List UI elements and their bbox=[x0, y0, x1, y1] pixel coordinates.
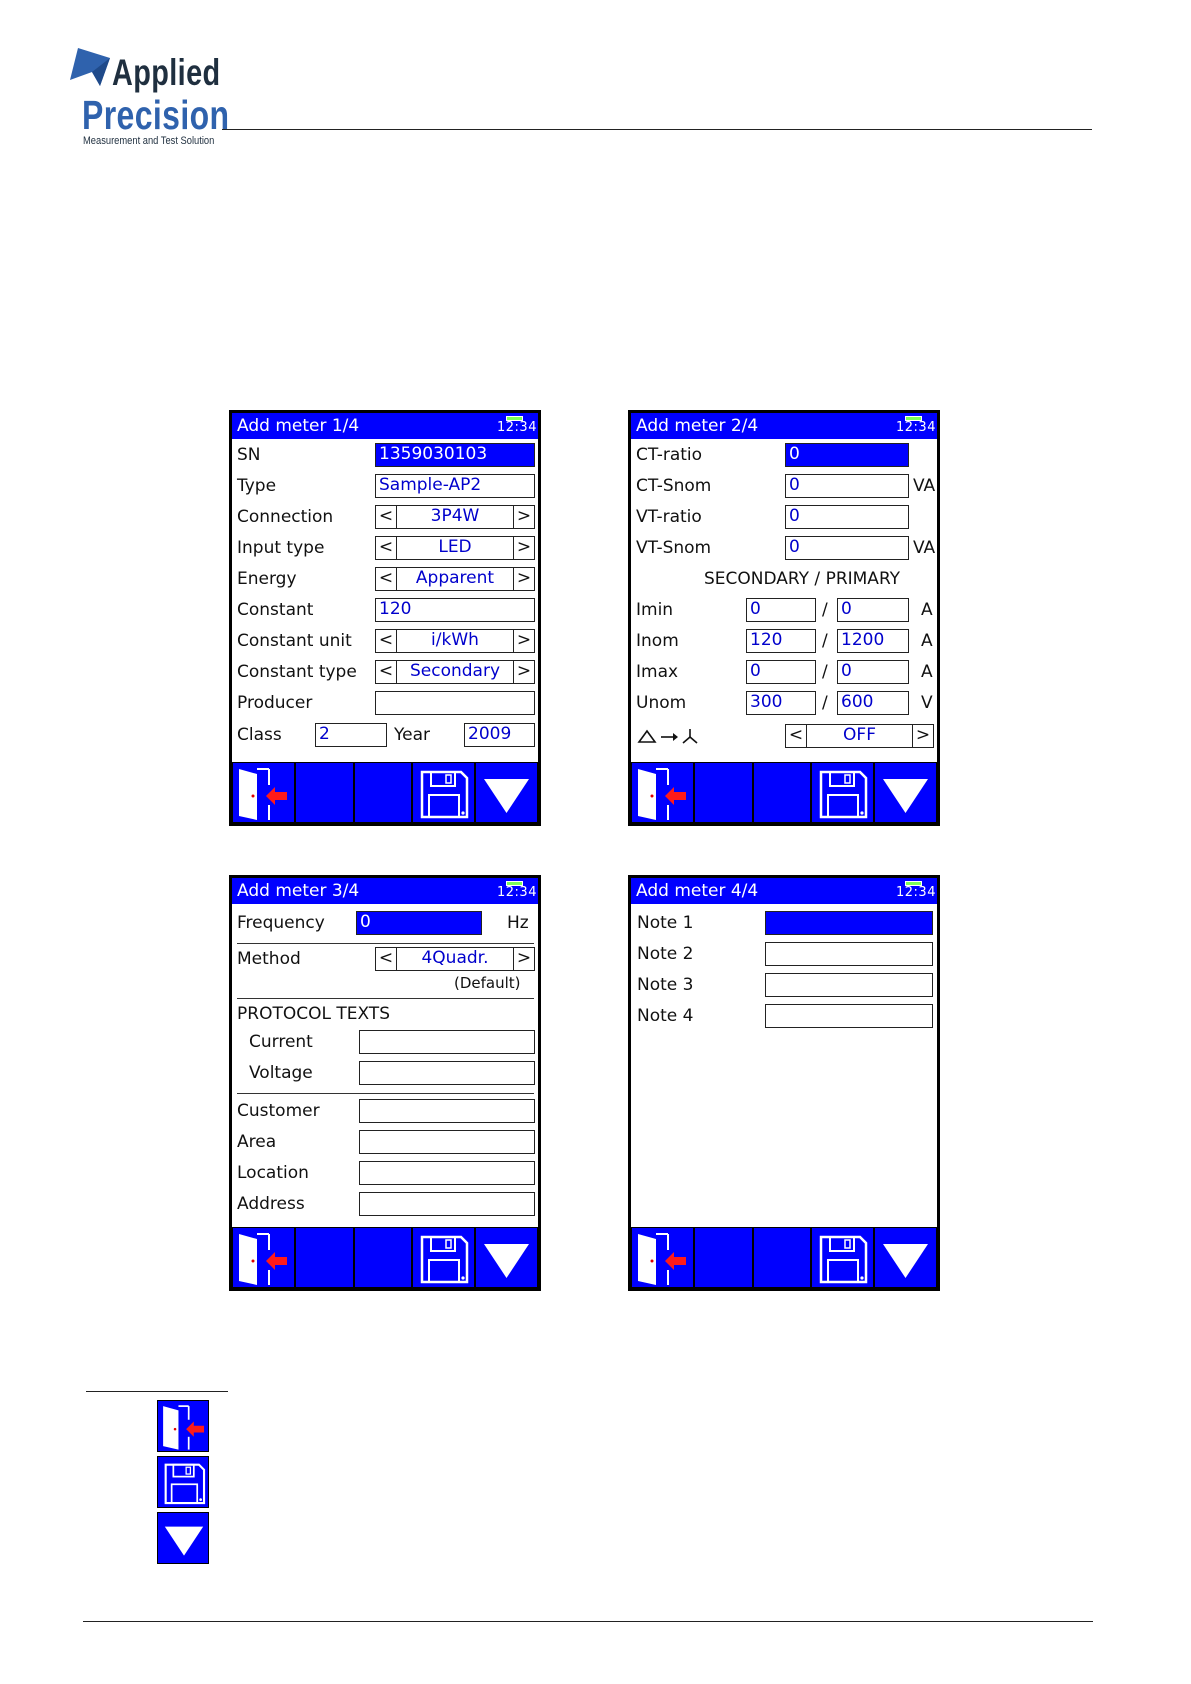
unom-label: Unom bbox=[636, 693, 687, 713]
divider bbox=[237, 943, 534, 944]
next-option-button[interactable]: > bbox=[513, 630, 534, 652]
screen-add-meter-2 bbox=[628, 410, 940, 826]
divider bbox=[237, 998, 534, 999]
note-label: Note 1 bbox=[637, 913, 694, 933]
area-field[interactable] bbox=[359, 1130, 535, 1154]
logo-text-precision: Precision bbox=[82, 92, 230, 138]
constant-type-value: Secondary bbox=[409, 661, 501, 681]
empty-softkey[interactable] bbox=[295, 1227, 354, 1288]
exit-button[interactable] bbox=[232, 762, 295, 823]
input-type-selector[interactable] bbox=[375, 536, 535, 560]
exit-door-icon bbox=[632, 763, 693, 824]
softkey-bar bbox=[631, 762, 937, 823]
method-label: Method bbox=[237, 949, 301, 969]
imax-primary-field[interactable]: 0 bbox=[837, 660, 909, 684]
screen-body bbox=[631, 904, 937, 1227]
arrow-down-icon bbox=[875, 763, 936, 824]
ct-snom-label: CT-Snom bbox=[636, 476, 712, 496]
screen-title-bar bbox=[232, 413, 538, 439]
legend-save-icon bbox=[157, 1456, 209, 1508]
arrow-down-icon bbox=[875, 1228, 936, 1289]
voltage-field[interactable] bbox=[359, 1061, 535, 1085]
imax-label: Imax bbox=[636, 662, 679, 682]
empty-softkey[interactable] bbox=[753, 1227, 812, 1288]
class-field[interactable]: 2 bbox=[315, 723, 387, 747]
inom-label: Inom bbox=[636, 631, 679, 651]
next-option-button[interactable]: > bbox=[513, 661, 534, 683]
imax-unit: A bbox=[921, 662, 933, 682]
ct-ratio-label: CT-ratio bbox=[636, 445, 703, 465]
inom-primary-field[interactable]: 1200 bbox=[837, 629, 909, 653]
type-label: Type bbox=[237, 476, 277, 496]
note-label: Note 2 bbox=[637, 944, 694, 964]
prev-option-button[interactable]: < bbox=[376, 506, 397, 528]
clock-text: 12:34 bbox=[497, 885, 537, 900]
floppy-save-icon bbox=[158, 1457, 210, 1509]
screen-title: Add meter 3/4 bbox=[237, 881, 360, 901]
note-field[interactable] bbox=[765, 973, 933, 997]
arrow-down-icon bbox=[158, 1513, 210, 1565]
delta-star-selector[interactable] bbox=[785, 724, 934, 748]
prev-option-button[interactable]: < bbox=[376, 537, 397, 559]
connection-value: 3P4W bbox=[430, 506, 480, 526]
clock-text: 12:34 bbox=[896, 420, 936, 435]
frequency-unit: Hz bbox=[507, 913, 529, 933]
softkey-bar bbox=[631, 1227, 937, 1288]
address-label: Address bbox=[237, 1194, 305, 1214]
constant-unit-label: Constant unit bbox=[237, 631, 352, 651]
constant-label: Constant bbox=[237, 600, 314, 620]
sn-label: SN bbox=[237, 445, 261, 465]
vt-ratio-field[interactable]: 0 bbox=[785, 505, 909, 529]
floppy-save-icon bbox=[812, 1228, 873, 1289]
ct-snom-unit: VA bbox=[913, 476, 936, 496]
input-type-label: Input type bbox=[237, 538, 325, 558]
floppy-save-icon bbox=[413, 763, 474, 824]
exit-button[interactable] bbox=[631, 762, 694, 823]
constant-field[interactable]: 120 bbox=[375, 598, 535, 622]
save-button[interactable] bbox=[811, 1227, 874, 1288]
screen-title: Add meter 4/4 bbox=[636, 881, 759, 901]
empty-softkey[interactable] bbox=[753, 762, 812, 823]
customer-label: Customer bbox=[237, 1101, 320, 1121]
screen-add-meter-1 bbox=[229, 410, 541, 826]
constant-type-label: Constant type bbox=[237, 662, 357, 682]
screen-body bbox=[631, 439, 937, 762]
next-option-button[interactable]: > bbox=[513, 948, 534, 970]
constant-unit-selector[interactable] bbox=[375, 629, 535, 653]
unom-secondary-field[interactable]: 300 bbox=[746, 691, 816, 715]
screen-add-meter-4 bbox=[628, 875, 940, 1291]
imax-secondary-field[interactable]: 0 bbox=[746, 660, 816, 684]
protocol-texts-heading: PROTOCOL TEXTS bbox=[237, 1004, 390, 1024]
frequency-field[interactable]: 0 bbox=[356, 911, 482, 935]
customer-field[interactable] bbox=[359, 1099, 535, 1123]
screen-title-bar bbox=[631, 878, 937, 904]
arrow-down-icon bbox=[476, 763, 537, 824]
producer-label: Producer bbox=[237, 693, 313, 713]
delta-to-star-icon bbox=[637, 727, 701, 747]
current-label: Current bbox=[249, 1032, 313, 1052]
logo-tagline: Measurement and Test Solution bbox=[83, 135, 215, 147]
secondary-primary-heading: SECONDARY / PRIMARY bbox=[704, 569, 901, 589]
note-label: Note 3 bbox=[637, 975, 694, 995]
location-field[interactable] bbox=[359, 1161, 535, 1185]
prev-option-button[interactable]: < bbox=[786, 725, 807, 747]
area-label: Area bbox=[237, 1132, 277, 1152]
inom-unit: A bbox=[921, 631, 933, 651]
header-rule bbox=[222, 129, 1092, 130]
screen-title-bar bbox=[232, 878, 538, 904]
exit-door-icon bbox=[233, 1228, 294, 1289]
empty-softkey[interactable] bbox=[694, 1227, 753, 1288]
class-label: Class bbox=[237, 725, 282, 745]
vt-snom-field[interactable]: 0 bbox=[785, 536, 909, 560]
screen-title: Add meter 1/4 bbox=[237, 416, 360, 436]
location-label: Location bbox=[237, 1163, 309, 1183]
clock-text: 12:34 bbox=[896, 885, 936, 900]
exit-button[interactable] bbox=[631, 1227, 694, 1288]
connection-selector[interactable] bbox=[375, 505, 535, 529]
save-button[interactable] bbox=[412, 1227, 475, 1288]
constant-unit-value: i/kWh bbox=[431, 630, 479, 650]
screen-body bbox=[232, 439, 538, 762]
imin-secondary-field[interactable]: 0 bbox=[746, 598, 816, 622]
next-page-button[interactable] bbox=[475, 1227, 538, 1288]
legend-rule bbox=[86, 1391, 228, 1392]
energy-label: Energy bbox=[237, 569, 297, 589]
next-page-button[interactable] bbox=[874, 762, 937, 823]
exit-door-icon bbox=[632, 1228, 693, 1289]
imin-unit: A bbox=[921, 600, 933, 620]
prev-option-button[interactable]: < bbox=[376, 568, 397, 590]
constant-type-selector[interactable] bbox=[375, 660, 535, 684]
ct-snom-field[interactable]: 0 bbox=[785, 474, 909, 498]
battery-clock-indicator bbox=[497, 415, 537, 437]
legend-next-icon bbox=[157, 1512, 209, 1564]
company-logo bbox=[70, 46, 230, 147]
floppy-save-icon bbox=[812, 763, 873, 824]
voltage-label: Voltage bbox=[249, 1063, 313, 1083]
exit-door-icon bbox=[158, 1401, 210, 1453]
next-option-button[interactable]: > bbox=[912, 725, 933, 747]
next-page-button[interactable] bbox=[475, 762, 538, 823]
exit-button[interactable] bbox=[232, 1227, 295, 1288]
save-button[interactable] bbox=[412, 762, 475, 823]
softkey-bar bbox=[232, 1227, 538, 1288]
unom-unit: V bbox=[921, 693, 933, 713]
note-field[interactable] bbox=[765, 911, 933, 935]
slash-separator: / bbox=[822, 631, 828, 651]
floppy-save-icon bbox=[413, 1228, 474, 1289]
save-button[interactable] bbox=[811, 762, 874, 823]
clock-text: 12:34 bbox=[497, 420, 537, 435]
screen-title: Add meter 2/4 bbox=[636, 416, 759, 436]
current-field[interactable] bbox=[359, 1030, 535, 1054]
slash-separator: / bbox=[822, 600, 828, 620]
screen-body bbox=[232, 904, 538, 1227]
year-label: Year bbox=[394, 725, 430, 745]
battery-clock-indicator bbox=[497, 880, 537, 902]
connection-label: Connection bbox=[237, 507, 334, 527]
address-field[interactable] bbox=[359, 1192, 535, 1216]
imin-label: Imin bbox=[636, 600, 674, 620]
prev-option-button[interactable]: < bbox=[376, 630, 397, 652]
sn-field[interactable]: 1359030103 bbox=[375, 443, 535, 467]
next-option-button[interactable]: > bbox=[513, 506, 534, 528]
battery-clock-indicator bbox=[896, 880, 936, 902]
exit-door-icon bbox=[233, 763, 294, 824]
inom-secondary-field[interactable]: 120 bbox=[746, 629, 816, 653]
softkey-bar bbox=[232, 762, 538, 823]
delta-star-value: OFF bbox=[843, 725, 876, 745]
screen-add-meter-3 bbox=[229, 875, 541, 1291]
producer-field[interactable] bbox=[375, 691, 535, 715]
note-field[interactable] bbox=[765, 1004, 933, 1028]
vt-snom-unit: VA bbox=[913, 538, 936, 558]
arrow-down-icon bbox=[476, 1228, 537, 1289]
empty-softkey[interactable] bbox=[694, 762, 753, 823]
method-value: 4Quadr. bbox=[421, 948, 489, 968]
logo-mark-icon bbox=[70, 46, 112, 90]
ct-ratio-field[interactable]: 0 bbox=[785, 443, 909, 467]
empty-softkey[interactable] bbox=[354, 1227, 413, 1288]
vt-ratio-label: VT-ratio bbox=[636, 507, 702, 527]
empty-softkey[interactable] bbox=[354, 762, 413, 823]
next-page-button[interactable] bbox=[874, 1227, 937, 1288]
imin-primary-field[interactable]: 0 bbox=[837, 598, 909, 622]
method-selector[interactable] bbox=[375, 947, 535, 971]
next-option-button[interactable]: > bbox=[513, 568, 534, 590]
input-type-value: LED bbox=[438, 537, 472, 557]
slash-separator: / bbox=[822, 662, 828, 682]
legend-exit-icon bbox=[157, 1400, 209, 1452]
prev-option-button[interactable]: < bbox=[376, 661, 397, 683]
logo-text-applied: Applied bbox=[112, 52, 221, 93]
year-field[interactable]: 2009 bbox=[464, 723, 535, 747]
footer-rule bbox=[83, 1621, 1093, 1622]
unom-primary-field[interactable]: 600 bbox=[837, 691, 909, 715]
energy-value: Apparent bbox=[415, 568, 495, 588]
type-field[interactable]: Sample-AP2 bbox=[375, 474, 535, 498]
empty-softkey[interactable] bbox=[295, 762, 354, 823]
prev-option-button[interactable]: < bbox=[376, 948, 397, 970]
screen-title-bar bbox=[631, 413, 937, 439]
divider bbox=[237, 1093, 534, 1094]
method-default-note: (Default) bbox=[454, 974, 521, 992]
battery-clock-indicator bbox=[896, 415, 936, 437]
vt-snom-label: VT-Snom bbox=[636, 538, 712, 558]
note-label: Note 4 bbox=[637, 1006, 694, 1026]
slash-separator: / bbox=[822, 693, 828, 713]
energy-selector[interactable] bbox=[375, 567, 535, 591]
next-option-button[interactable]: > bbox=[513, 537, 534, 559]
frequency-label: Frequency bbox=[237, 913, 325, 933]
note-field[interactable] bbox=[765, 942, 933, 966]
